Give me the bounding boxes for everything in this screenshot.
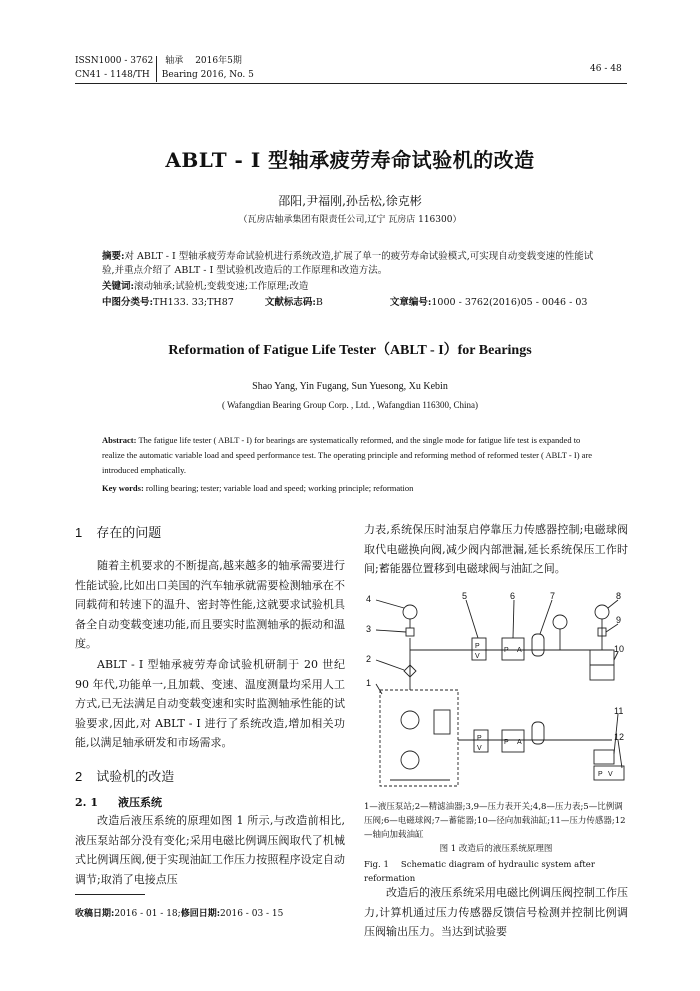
- journal-name-cn: 轴承: [165, 56, 184, 66]
- right-column-para-1: 力表,系统保压时油泵启停靠压力传感器控制;电磁球阀取代电磁换向阀,减少阀内部泄漏,延长系统保压工作时间;蓄能器位置移到电磁球阀与油缸之间。: [364, 523, 628, 575]
- section-1-para-2: ABLT - I 型轴承疲劳寿命试验机研制于 20 世纪 90 年代,功能单一,且加载、变速、温度测量均采用人工方式,已无法满足自动变载变速和实时监测轴承性能的试验要求,因此,对 ABLT - I 进行了系统改造,增加相关功能,以满足轴承研发和市场需求。: [75, 658, 345, 749]
- figure-caption-en-text: Schematic diagram of hydraulic system after reformation: [364, 860, 595, 884]
- clc-label: 中图分类号:: [102, 297, 154, 308]
- accumulator-upper: [532, 634, 544, 656]
- pump-station-box: [380, 690, 458, 786]
- abstract-en: [102, 433, 602, 478]
- valve-label-a3: A: [517, 647, 522, 654]
- valve-label-p3: P: [504, 647, 509, 654]
- motor-symbol: [401, 751, 419, 769]
- section-1-para-1: 随着主机要求的不断提高,越来越多的轴承需要进行性能试验,比如出口美国的汽车轴承就需要检测轴承在不同载荷和转速下的温升、密封等性能,这就要求试验机具备全自动变载变速功能,而且要实时监测轴承的振动和温度。: [75, 559, 345, 650]
- paper-title-en: Reformation of Fatigue Life Tester（ABLT - I）for Bearings: [168, 343, 532, 358]
- callout-6: 6: [510, 591, 516, 601]
- issue-cn: 2016年5期: [195, 56, 242, 66]
- figure-caption-en: [364, 858, 628, 886]
- page-range: 46 - 48: [590, 64, 622, 74]
- keywords-en-label: Key words:: [102, 483, 144, 493]
- revised-label: 修回日期:: [180, 909, 221, 919]
- revised-date: 2016 - 03 - 15: [220, 909, 284, 919]
- callout-1: 1: [366, 678, 372, 688]
- callout-4: 4: [366, 594, 372, 604]
- right-column-para-2: 改造后的液压系统采用电磁比例调压阀控制工作压力,计算机通过压力传感器反馈信号检测并控制比例调压阀输出压力。当达到试验要: [364, 886, 628, 938]
- keywords-cn-label: 关键词:: [102, 281, 135, 292]
- authors-en: Shao Yang, Yin Fugang, Sun Yuesong, Xu Kebin: [252, 381, 448, 392]
- received-date: 2016 - 01 - 18: [114, 909, 178, 919]
- classification-line: [102, 296, 602, 310]
- valve-label-v1: V: [475, 653, 480, 660]
- keywords-en: [102, 481, 602, 496]
- subsection-2-1-number: 2. 1: [75, 796, 98, 809]
- doc-code-label: 文献标志码:: [264, 297, 316, 308]
- abstract-cn: [102, 250, 602, 278]
- authors-cn: 邵阳,尹福刚,孙岳松,徐克彬: [278, 194, 422, 208]
- received-label: 收稿日期:: [75, 909, 115, 919]
- valve-label-v2: V: [477, 745, 482, 752]
- doc-code-value: B: [315, 297, 323, 308]
- section-1-title: 存在的问题: [96, 526, 162, 541]
- cn-number: CN41 - 1148/TH: [75, 70, 150, 80]
- valve-label-p4: P: [504, 739, 509, 746]
- subsection-2-1-title: 液压系统: [117, 796, 162, 809]
- affiliation-cn: （瓦房店轴承集团有限责任公司,辽宁 瓦房店 116300）: [238, 215, 462, 225]
- journal-name-en: Bearing 2016, No. 5: [161, 70, 254, 80]
- relief-valve: [434, 710, 450, 734]
- cylinder-label-p: P: [598, 771, 603, 778]
- callout-8: 8: [616, 591, 622, 601]
- paper-title-cn: ABLT - I 型轴承疲劳寿命试验机的改造: [165, 148, 535, 172]
- affiliation-en: ( Wafangdian Bearing Group Corp. , Ltd. , Wafangdian 116300, China): [221, 400, 479, 410]
- header-rule: [75, 83, 627, 84]
- keywords-cn-text: 滚动轴承;试验机;变载变速;工作原理;改造: [134, 281, 309, 292]
- abstract-cn-text: 对 ABLT - I 型轴承疲劳寿命试验机进行系统改造,扩展了单一的疲劳寿命试验模式,可实现自动变载变速的性能试验,并重点介绍了 ABLT - I 型试验机改造后的工作原理和改造方法。: [102, 251, 594, 276]
- article-no-label: 文章编号:: [389, 297, 432, 308]
- valve-label-a4: A: [517, 739, 522, 746]
- article-no-value: 1000 - 3762(2016)05 - 0046 - 03: [431, 297, 588, 308]
- accumulator-lower: [532, 722, 544, 744]
- pressure-gauge-7: [553, 615, 567, 629]
- subsection-2-1-heading: [75, 794, 345, 810]
- issn: ISSN1000 - 3762: [75, 56, 154, 66]
- keywords-cn: [102, 280, 602, 294]
- callout-12: 12: [614, 732, 625, 742]
- valve-label-p1: P: [475, 643, 480, 650]
- keywords-en-text: rolling bearing; tester; variable load and speed; working principle; reformation: [145, 483, 414, 493]
- journal-header-line2: [75, 69, 266, 81]
- valve-label-p2: P: [477, 735, 482, 742]
- section-2-title: 试验机的改造: [96, 770, 175, 785]
- journal-header-line1: [75, 55, 254, 67]
- cylinder-label-v: V: [608, 771, 613, 778]
- pressure-sensor-11: [594, 750, 614, 764]
- section-2-heading: [75, 766, 345, 785]
- section-2-number: 2: [75, 769, 83, 784]
- subsection-2-1-para-1: 改造后液压系统的原理如图 1 所示,与改造前相比,液压泵站部分没有变化;采用电磁比例调压阀取代了机械式比例调压阀,便于实现油缸工作压力按照程序设定自动调节;取消了电接点压: [75, 814, 345, 886]
- callout-10: 10: [614, 644, 625, 654]
- section-1-number: 1: [75, 525, 83, 540]
- gauge-switch-3: [406, 628, 414, 636]
- pressure-gauge-8: [595, 605, 609, 619]
- footnote-rule: [75, 894, 145, 895]
- pump-symbol: [401, 711, 419, 729]
- abstract-cn-label: 摘要:: [102, 251, 125, 262]
- figure-legend: 1—液压泵站;2—精滤油器;3,9—压力表开关;4,8—压力表;5—比例调压阀;6—电磁球阀;7—蓄能器;10—径向加载油缸;11—压力传感器;12—轴向加载油缸: [364, 802, 626, 840]
- clc-value: TH133. 33;TH87: [153, 297, 234, 308]
- abstract-en-text: The fatigue life tester ( ABLT - I) for bearings are systematically reformed, and the single mode for fatigue life test is expanded to realize the automatic variable load and speed performance test. The operating principle and reforming method of reformed tester ( ABLT - I) are introduced emphatically.: [102, 435, 593, 475]
- callout-3: 3: [366, 624, 372, 634]
- figure-caption-en-label: Fig. 1: [364, 860, 389, 870]
- callout-5: 5: [462, 591, 468, 601]
- callout-9: 9: [616, 615, 622, 625]
- callout-7: 7: [550, 591, 556, 601]
- hydraulic-schematic-figure: [362, 590, 630, 790]
- header-divider: [156, 56, 157, 82]
- pressure-gauge-4: [403, 605, 417, 619]
- footnote-dates: 收稿日期:2016 - 01 - 18;修回日期:2016 - 03 - 15: [75, 909, 284, 919]
- figure-caption-cn: 图 1 改造后的液压系统原理图: [439, 844, 553, 854]
- section-1-heading: [75, 522, 345, 541]
- callout-2: 2: [366, 654, 372, 664]
- abstract-en-label: Abstract:: [102, 435, 137, 445]
- callout-11: 11: [614, 706, 624, 716]
